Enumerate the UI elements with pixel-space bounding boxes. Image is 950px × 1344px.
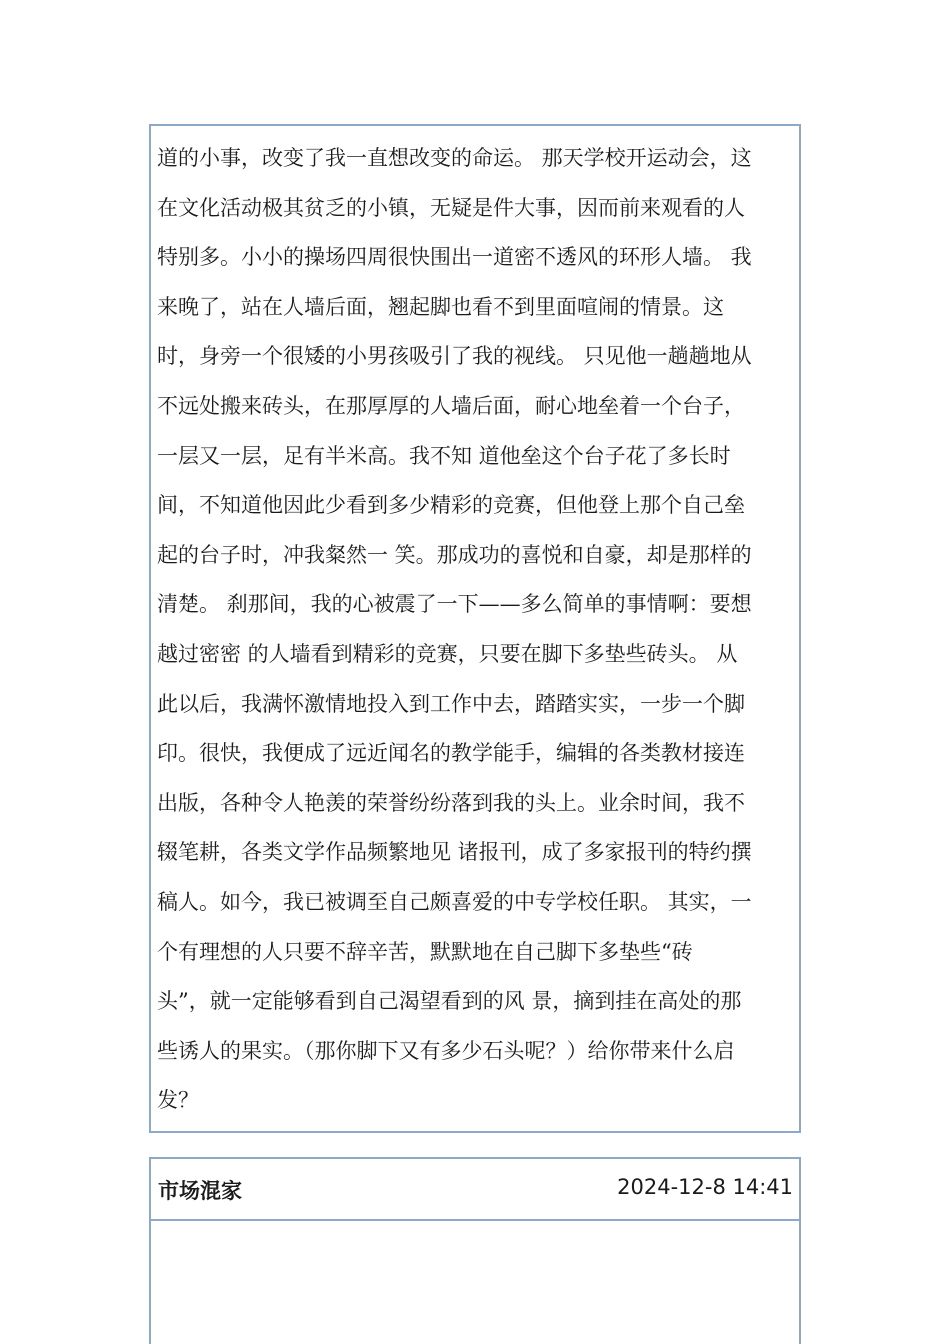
reply-header (151, 1159, 799, 1221)
post-text-line: 出版，各种令人艳羡的荣誉纷纷落到我的头上。业余时间，我不 (157, 790, 745, 815)
post-text-line: 些诱人的果实。（那你脚下又有多少石头呢？）给你带来什么启 (157, 1038, 735, 1063)
post-text-line: 越过密密 的人墙看到精彩的竞赛，只要在脚下多垫些砖头。 从 (157, 641, 738, 666)
reply-author-name[interactable]: 市场混家 (158, 1179, 242, 1203)
post-text-line: 道的小事，改变了我一直想改变的命运。 那天学校开运动会，这 (157, 146, 752, 170)
post-text-line: 时，身旁一个很矮的小男孩吸引了我的视线。 只见他一趟趟地从 (157, 344, 752, 369)
post-text-line: 来晚了，站在人墙后面，翘起脚也看不到里面喧闹的情景。这 (157, 294, 724, 319)
post-text-line: 此以后，我满怀激情地投入到工作中去，踏踏实实，一步一个脚 (157, 691, 745, 716)
post-text-line: 不远处搬来砖头，在那厚厚的人墙后面，耐心地垒着一个台子， (157, 393, 745, 418)
post-text-line: 印。很快，我便成了远近闻名的教学能手，编辑的各类教材接连 (157, 741, 745, 766)
post-text-line: 稿人。如今，我已被调至自己颇喜爱的中专学校任职。 其实，一 (157, 889, 752, 914)
post-text-line: 在文化活动极其贫乏的小镇，无疑是件大事，因而前来观看的人 (157, 195, 745, 220)
reply-box (149, 1157, 801, 1344)
post-text-line: 一层又一层，足有半米高。我不知 道他垒这个台子花了多长时 (157, 443, 731, 468)
post-text-line: 辍笔耕，各类文学作品频繁地见 诸报刊，成了多家报刊的特约撰 (157, 840, 752, 865)
post-text-line: 起的台子时，冲我粲然一 笑。那成功的喜悦和自豪，却是那样的 (157, 542, 752, 567)
post-text-line: 间，不知道他因此少看到多少精彩的竞赛，但他登上那个自己垒 (157, 493, 745, 518)
post-text-line: 个有理想的人只要不辞辛苦，默默地在自己脚下多垫些“砖 (157, 939, 693, 964)
post-text-line: 头”，就一定能够看到自己渴望看到的风 景，摘到挂在高处的那 (157, 989, 742, 1014)
post-content-box (149, 124, 801, 1133)
post-text-line: 发？ (157, 1088, 199, 1113)
reply-timestamp: 2024-12-8 14:41 (617, 1175, 793, 1199)
post-text-line: 清楚。 刹那间，我的心被震了一下——多么简单的事情啊：要想 (157, 592, 752, 617)
post-text-line: 特别多。小小的操场四周很快围出一道密不透风的环形人墙。 我 (157, 245, 752, 270)
